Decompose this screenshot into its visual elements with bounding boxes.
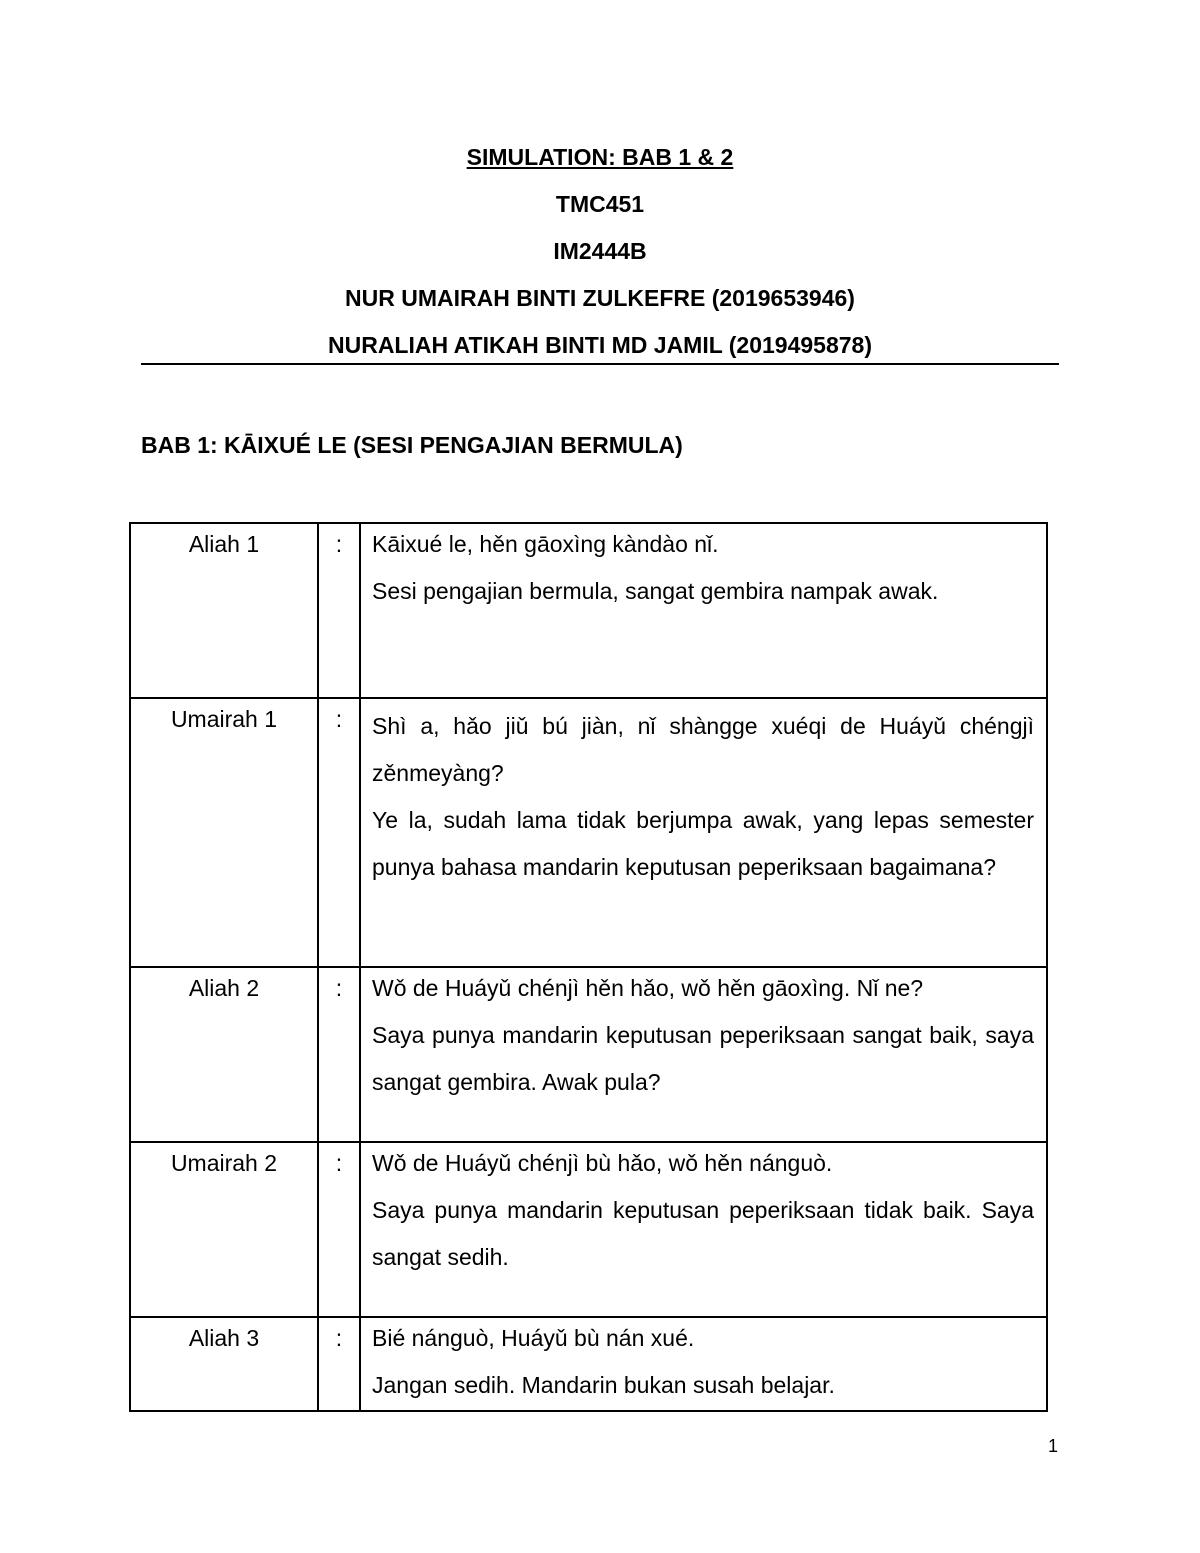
dialogue-row [130,1317,1047,1411]
utterance-cell [360,523,1047,698]
malay-translation: Sesi pengajian bermula, sangat gembira nampak awak. [372,578,939,604]
pinyin-line: Wǒ de Huáyǔ chénjì bù hǎo, wǒ hěn nánguò. [372,1150,833,1176]
malay-translation: Saya punya mandarin keputusan peperiksaan sangat baik, saya sangat gembira. Awak pula? [372,1022,1034,1095]
speaker-cell [130,698,318,967]
speaker-name: Aliah 1 [188,531,260,557]
section-heading: BAB 1: KĀIXUÉ LE (SESI PENGAJIAN BERMULA) [141,432,683,458]
dialogue-row [130,698,1047,967]
utterance-cell [360,967,1047,1142]
malay-translation: Jangan sedih. Mandarin bukan susah belajar. [372,1372,835,1398]
speaker-cell [130,523,318,698]
colon-separator: : [335,706,343,732]
pinyin-line: Bié nánguò, Huáyǔ bù nán xué. [372,1325,695,1351]
colon-separator: : [335,975,343,1001]
speaker-cell [130,1142,318,1317]
speaker-name: Umairah 2 [170,1150,278,1176]
student-name-2: NURALIAH ATIKAH BINTI MD JAMIL (2019495878) [327,332,872,358]
dialogue-table [129,522,1048,1412]
student-name-1: NUR UMAIRAH BINTI ZULKEFRE (2019653946) [345,285,855,311]
speaker-name: Umairah 1 [170,706,278,732]
colon-cell [318,1317,360,1411]
pinyin-line: Kāixué le, hěn gāoxìng kàndào nǐ. [372,531,719,557]
colon-cell [318,523,360,698]
speaker-cell [130,1317,318,1411]
header-divider [141,363,1059,365]
colon-cell [318,698,360,967]
colon-separator: : [335,1325,343,1351]
speaker-name: Aliah 2 [188,975,260,1001]
pinyin-line: Shì a, hǎo jiǔ bú jiàn, nǐ shàngge xuéqi de Huáyǔ chéngjì zěnmeyàng? [372,713,1034,786]
utterance-cell [360,1142,1047,1317]
dialogue-row [130,967,1047,1142]
pinyin-line: Wǒ de Huáyǔ chénjì hěn hǎo, wǒ hěn gāoxìng. Nǐ ne? [372,975,924,1001]
course-code: TMC451 [555,191,645,217]
page-number: 1 [1048,1436,1059,1456]
colon-separator: : [335,1150,343,1176]
dialogue-row [130,1142,1047,1317]
colon-cell [318,1142,360,1317]
malay-translation: Ye la, sudah lama tidak berjumpa awak, yang lepas semester punya bahasa mandarin keputusan peperiksaan bagaimana? [372,807,1034,880]
colon-cell [318,967,360,1142]
speaker-cell [130,967,318,1142]
dialogue-row [130,523,1047,698]
malay-translation: Saya punya mandarin keputusan peperiksaan tidak baik. Saya sangat sedih. [372,1197,1034,1270]
utterance-cell [360,1317,1047,1411]
group-code: IM2444B [553,238,647,264]
document-title: SIMULATION: BAB 1 & 2 [466,144,734,170]
document-header [141,140,1059,375]
speaker-name: Aliah 3 [188,1325,260,1351]
utterance-cell [360,698,1047,967]
colon-separator: : [335,531,343,557]
